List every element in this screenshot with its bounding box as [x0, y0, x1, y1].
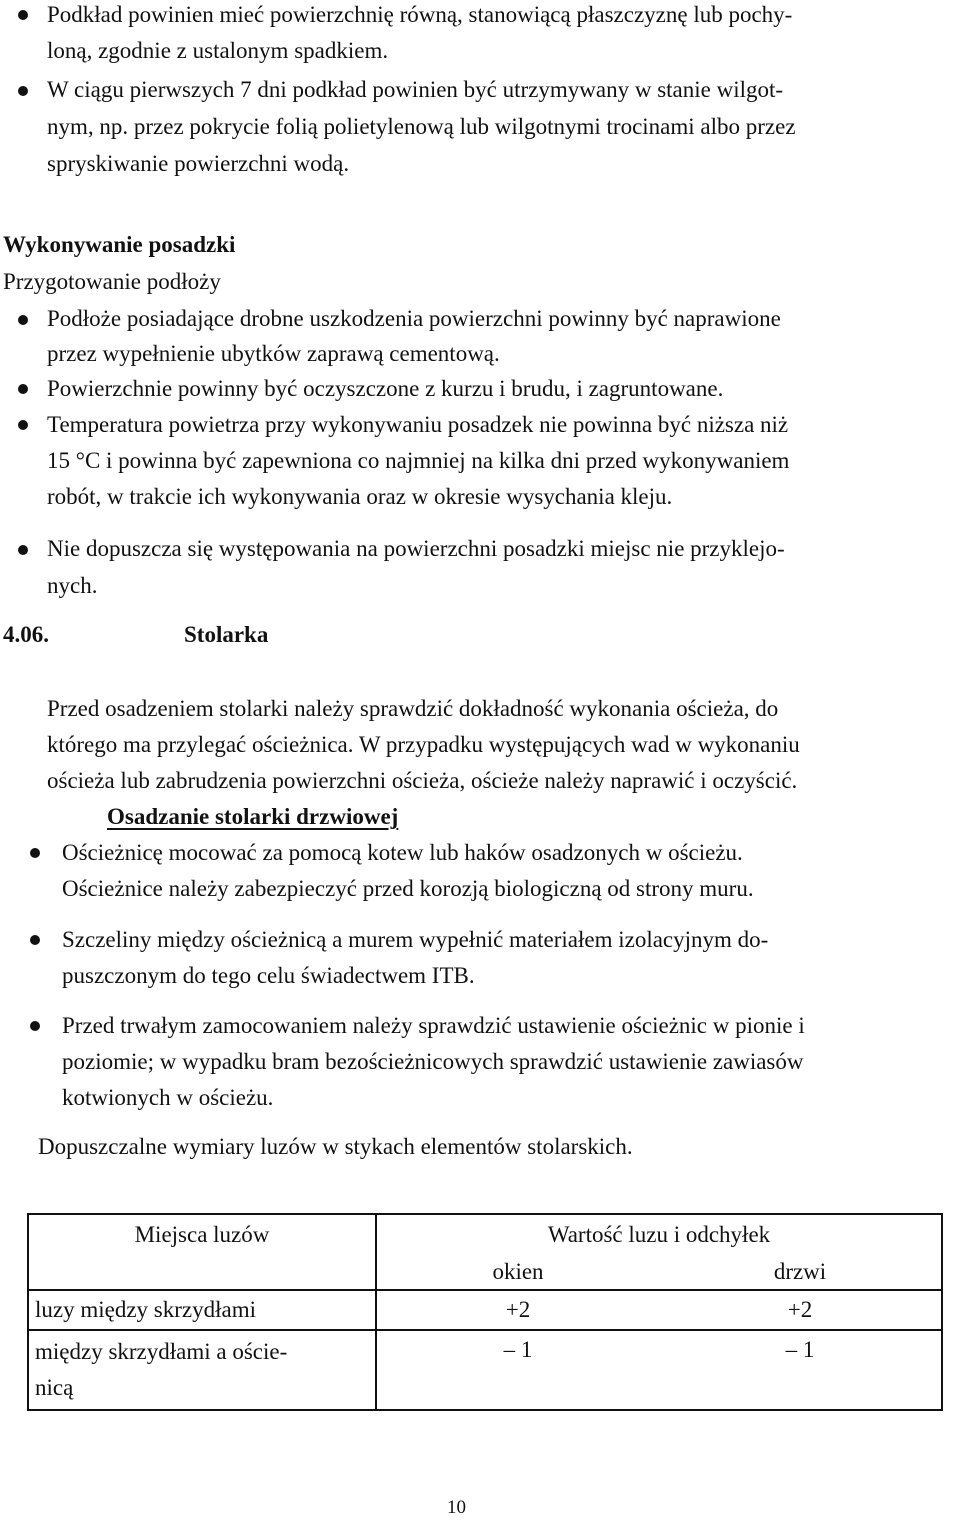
section-number: 4.06.: [3, 622, 49, 647]
table-header-row: [28, 1214, 942, 1254]
subsection-heading-drzwi: Osadzanie stolarki drzwiowej: [107, 804, 399, 829]
bullet: [18, 86, 28, 96]
intro-bullet-1-line-1: [47, 3, 957, 26]
bullet: [30, 848, 40, 858]
bullet: [18, 545, 28, 555]
cell-okien: +2: [376, 1290, 659, 1330]
stolarka-para-line-2: którego ma przylegać ościeżnica. W przypadku występujących wad w wykonaniu: [47, 732, 800, 757]
cell-place: [28, 1330, 376, 1410]
stolarka-para-line-3: ościeża lub zabrudzenia powierzchni ościeża, ościeże należy naprawić i oczyścić.: [47, 768, 798, 793]
table-caption: Dopuszczalne wymiary luzów w stykach elementów stolarskich.: [38, 1134, 633, 1159]
posadzka-bullet-3-line-3: robót, w trakcie ich wykonywania oraz w okresie wysychania kleju.: [47, 484, 673, 509]
page-number: 10: [447, 1497, 466, 1518]
cell-okien: – 1: [376, 1330, 659, 1410]
drzwi-bullet-1-line-1: Ościeżnicę mocować za pomocą kotew lub haków osadzonych w ościeżu.: [62, 840, 743, 865]
drzwi-bullet-1-line-2: Ościeżnice należy zabezpieczyć przed korozją biologiczną od strony muru.: [62, 876, 754, 901]
section-title: Stolarka: [184, 622, 269, 647]
intro-bullet-2-line-2: nym, np. przez pokrycie folią polietylenową lub wilgotnymi trocinami albo przez: [47, 114, 796, 139]
drzwi-bullet-3-line-2: poziomie; w wypadku bram bezościeżnicowych sprawdzić ustawienie zawiasów: [62, 1049, 804, 1074]
drzwi-bullet-2-line-1: Szczeliny między ościeżnicą a murem wypełnić materiałem izolacyjnym do-: [62, 927, 769, 952]
header-miejsca-luzow: Miejsca luzów: [28, 1214, 376, 1290]
table-row: [28, 1330, 942, 1410]
header-drzwi: drzwi: [659, 1254, 942, 1290]
bullet: [18, 384, 28, 394]
drzwi-bullet-3-line-3: kotwionych w ościeżu.: [62, 1085, 274, 1110]
text: Podkład powinien mieć powierzchnię równą, stanowiącą płaszczyznę lub pochy-: [47, 2, 793, 27]
bullet: [18, 10, 28, 20]
intro-bullet-2-line-3: spryskiwanie powierzchni wodą.: [47, 151, 350, 176]
bullet: [30, 1021, 40, 1031]
header-wartosc-luzu: Wartość luzu i odchyłek: [376, 1214, 942, 1254]
cell-place-line-1: między skrzydłami a oście-: [35, 1339, 288, 1365]
posadzka-bullet-4-line-1: Nie dopuszcza się występowania na powierzchni posadzki miejsc nie przyklejo-: [47, 536, 785, 561]
bullet: [18, 420, 28, 430]
cell-place: luzy między skrzydłami: [28, 1290, 376, 1330]
tolerance-table: [27, 1213, 943, 1411]
posadzka-bullet-3-line-1: Temperatura powietrza przy wykonywaniu posadzek nie powinna być niższa niż: [47, 412, 789, 437]
bullet: [18, 315, 28, 325]
cell-place-line-2: nicą: [35, 1375, 74, 1400]
subheading-przygotowanie: Przygotowanie podłoży: [3, 269, 221, 294]
posadzka-bullet-1-line-2: przez wypełnienie ubytków zaprawą cementową.: [47, 341, 500, 366]
cell-drzwi: +2: [659, 1290, 942, 1330]
posadzka-bullet-2-line-1: Powierzchnie powinny być oczyszczone z kurzu i brudu, i zagruntowane.: [47, 376, 724, 401]
section-heading-posadzka: Wykonywanie posadzki: [3, 232, 236, 257]
stolarka-para-line-1: Przed osadzeniem stolarki należy sprawdzić dokładność wykonania ościeża, do: [47, 696, 779, 721]
drzwi-bullet-2-line-2: puszczonym do tego celu świadectwem ITB.: [62, 963, 475, 988]
posadzka-bullet-3-line-2: 15 °C i powinna być zapewniona co najmniej na kilka dni przed wykonywaniem: [47, 448, 790, 473]
posadzka-bullet-1-line-1: Podłoże posiadające drobne uszkodzenia powierzchni powinny być naprawione: [47, 306, 781, 331]
drzwi-bullet-3-line-1: Przed trwałym zamocowaniem należy sprawdzić ustawienie ościeżnic w pionie i: [62, 1013, 805, 1038]
intro-bullet-1-line-2: loną, zgodnie z ustalonym spadkiem.: [47, 38, 389, 63]
header-okien: okien: [376, 1254, 659, 1290]
table-row: [28, 1290, 942, 1330]
posadzka-bullet-4-line-2: nych.: [47, 573, 98, 598]
intro-bullet-2-line-1: W ciągu pierwszych 7 dni podkład powinien być utrzymywany w stanie wilgot-: [47, 77, 784, 102]
cell-drzwi: – 1: [659, 1330, 942, 1410]
bullet: [30, 935, 40, 945]
